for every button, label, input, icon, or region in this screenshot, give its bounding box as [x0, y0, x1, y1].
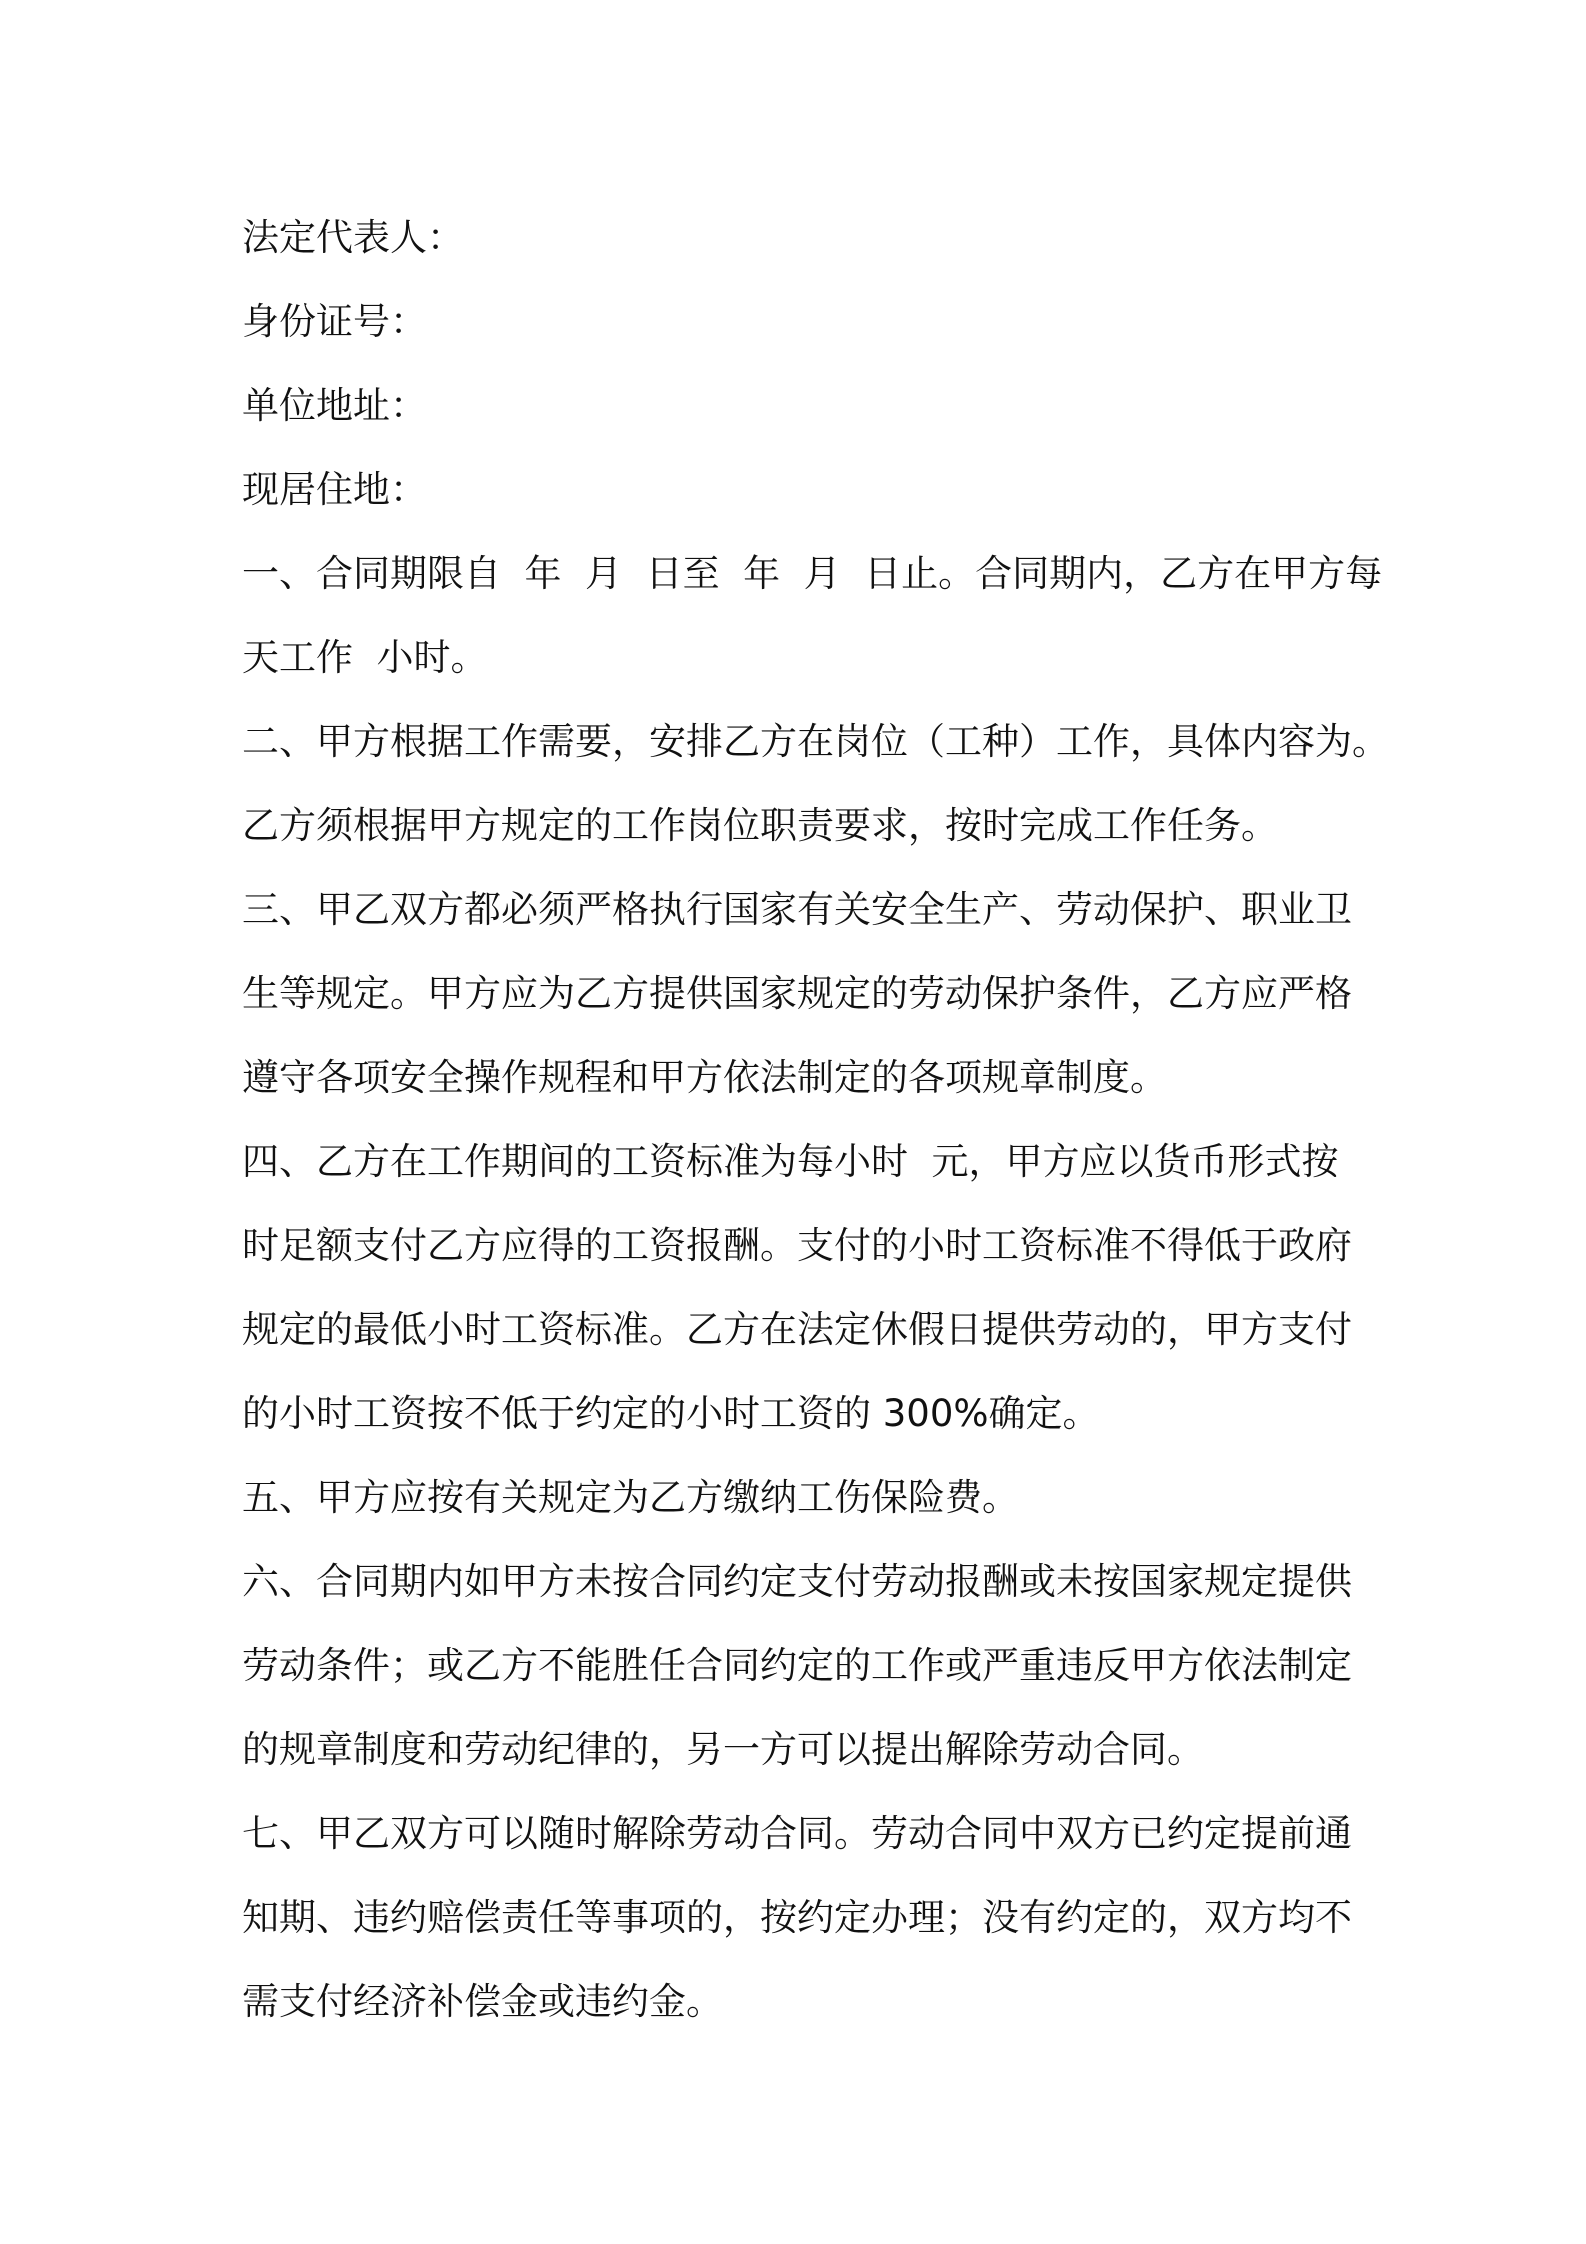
- clause-1-line-1: 一、合同期限自 年 月 日至 年 月 日止。合同期内，乙方在甲方每: [242, 552, 1383, 595]
- clause-6-line-2: 劳动条件；或乙方不能胜任合同约定的工作或严重违反甲方依法制定: [242, 1644, 1352, 1687]
- legal-representative-label: 法定代表人：: [242, 216, 464, 259]
- clause-4: [242, 1120, 1352, 1456]
- clause-7-line-2: 知期、违约赔偿责任等事项的，按约定办理；没有约定的，双方均不: [242, 1896, 1352, 1939]
- clause-4-line-4: 的小时工资按不低于约定的小时工资的 300%确定。: [242, 1392, 1100, 1435]
- company-address-label: 单位地址：: [242, 384, 427, 427]
- clause-3-line-2: 生等规定。甲方应为乙方提供国家规定的劳动保护条件，乙方应严格: [242, 972, 1352, 1015]
- clause-2-line-1: 二、甲方根据工作需要，安排乙方在岗位（工种）工作，具体内容为。: [242, 720, 1389, 763]
- clause-4-line-2: 时足额支付乙方应得的工资报酬。支付的小时工资标准不得低于政府: [242, 1224, 1352, 1267]
- clause-6-line-3: 的规章制度和劳动纪律的，另一方可以提出解除劳动合同。: [242, 1728, 1204, 1771]
- clause-3-line-3: 遵守各项安全操作规程和甲方依法制定的各项规章制度。: [242, 1056, 1167, 1099]
- document-page: [242, 196, 1389, 2044]
- clause-2-line-2: 乙方须根据甲方规定的工作岗位职责要求，按时完成工作任务。: [242, 804, 1278, 847]
- clause-1-line-2: 天工作 小时。: [242, 636, 488, 679]
- clause-3: [242, 868, 1352, 1120]
- clause-7-line-1: 七、甲乙双方可以随时解除劳动合同。劳动合同中双方已约定提前通: [242, 1812, 1352, 1855]
- clause-5-line-1: 五、甲方应按有关规定为乙方缴纳工伤保险费。: [242, 1476, 1019, 1519]
- clause-4-line-3: 规定的最低小时工资标准。乙方在法定休假日提供劳动的，甲方支付: [242, 1308, 1352, 1351]
- party-info-fields: [242, 196, 1352, 532]
- clause-7-line-3: 需支付经济补偿金或违约金。: [242, 1980, 723, 2023]
- clause-3-line-1: 三、甲乙双方都必须严格执行国家有关安全生产、劳动保护、职业卫: [242, 888, 1352, 931]
- clause-6: [242, 1540, 1352, 1792]
- id-number-label: 身份证号：: [242, 300, 427, 343]
- residence-label: 现居住地：: [242, 468, 427, 511]
- clause-2: [242, 700, 1389, 868]
- clause-6-line-1: 六、合同期内如甲方未按合同约定支付劳动报酬或未按国家规定提供: [242, 1560, 1352, 1603]
- clause-4-line-1: 四、乙方在工作期间的工资标准为每小时 元，甲方应以货币形式按: [242, 1140, 1339, 1183]
- clause-5: [242, 1456, 1352, 1540]
- clause-7: [242, 1792, 1352, 2044]
- clause-1: [242, 532, 1383, 700]
